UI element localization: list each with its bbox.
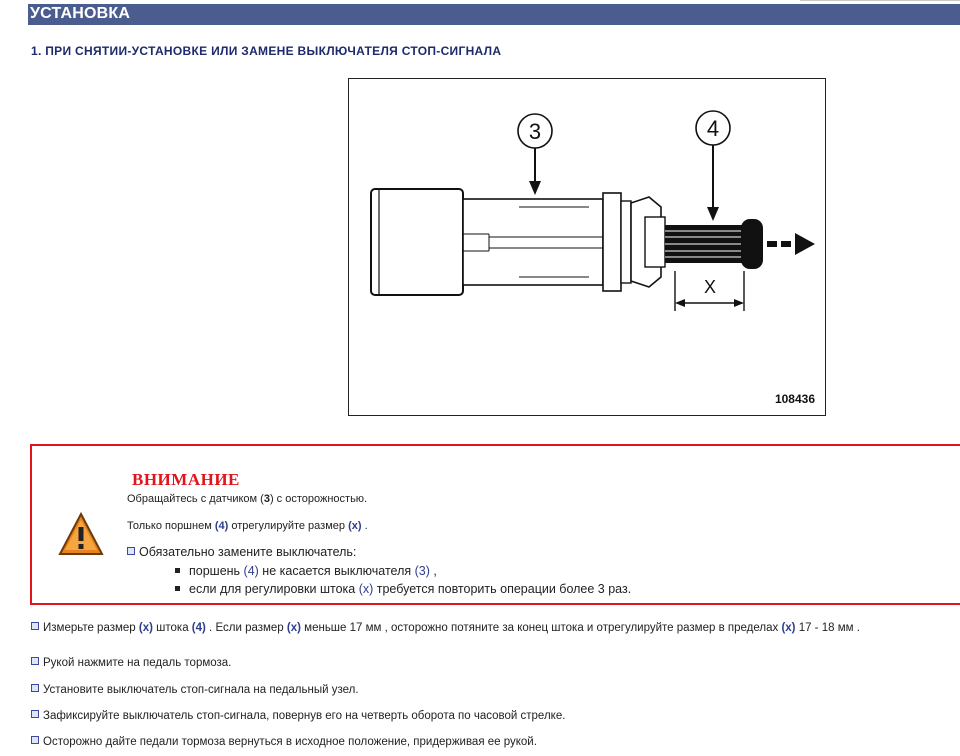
top-divider [800, 0, 960, 1]
warning-checklist-item: Обязательно замените выключатель: [127, 545, 356, 559]
warning-title: ВНИМАНИЕ [132, 470, 240, 489]
square-bullet-icon [175, 568, 180, 573]
switch-drawing [349, 79, 825, 415]
step-press-pedal: Рукой нажмите на педаль тормоза. [31, 657, 231, 669]
checkbox-icon [31, 657, 39, 665]
checkbox-icon [127, 547, 135, 555]
section-title: 1. ПРИ СНЯТИИ-УСТАНОВКЕ ИЛИ ЗАМЕНЕ ВЫКЛЮЧАТЕЛЯ СТОП-СИГНАЛА [31, 44, 502, 58]
checkbox-icon [31, 684, 39, 692]
figure-code: 108436 [774, 392, 815, 406]
section-header-bar [28, 4, 960, 25]
switch-diagram [348, 78, 826, 416]
step-install-switch: Установите выключатель стоп-сигнала на педальный узел. [31, 684, 359, 696]
callout-4-label: 4 [706, 116, 720, 141]
warning-bullet-2: если для регулировки штока (x) требуется повторить операции более 3 раз. [175, 582, 631, 596]
warning-box [30, 444, 960, 605]
checkbox-icon [31, 622, 39, 630]
square-bullet-icon [175, 586, 180, 591]
warning-bullet-1: поршень (4) не касается выключателя (3) , [175, 564, 437, 578]
warning-line-1: Обращайтесь с датчиком (3) с осторожностью. [127, 493, 368, 505]
step-lock-switch: Зафиксируйте выключатель стоп-сигнала, повернув его на четверть оборота по часовой стрелке. [31, 710, 565, 722]
header-title: УСТАНОВКА [30, 5, 131, 22]
checkbox-icon [31, 736, 39, 744]
warning-line-2: Только поршнем (4) отрегулируйте размер (x) . [127, 520, 368, 532]
checkbox-icon [31, 710, 39, 718]
callout-3-label: 3 [528, 119, 542, 144]
step-release-pedal: Осторожно дайте педали тормоза вернуться в исходное положение, придерживая ее рукой. [31, 736, 537, 748]
warning-triangle-icon [58, 512, 104, 561]
step-measure: Измерьте размер (x) штока (4) . Если размер (x) меньше 17 мм , осторожно потяните за конец штока и отрегулируйте размер в пределах (x) 17 - 18 мм . [31, 622, 860, 634]
dimension-x-label: X [703, 277, 717, 297]
